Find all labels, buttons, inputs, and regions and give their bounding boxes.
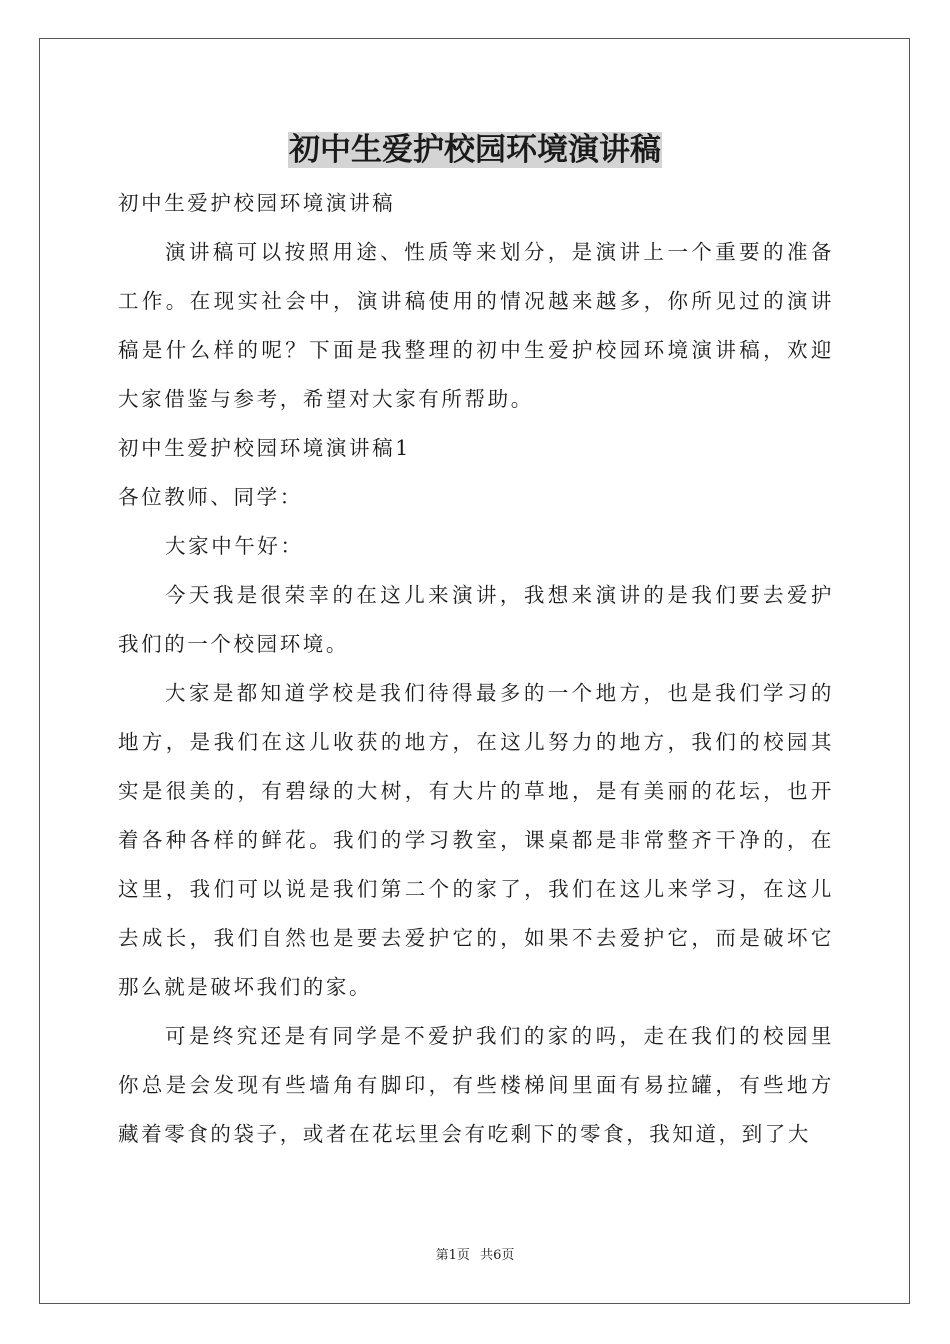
page-number: 第1页 [435,1248,470,1263]
paragraph-subtitle: 初中生爱护校园环境演讲稿 [118,191,396,215]
page-footer [0,1247,950,1265]
document-title-text: 初中生爱护校园环境演讲稿 [289,132,661,168]
paragraph-intro: 演讲稿可以按照用途、性质等来划分，是演讲上一个重要的准备工作。在现实社会中，演讲稿使用的情况越来越多，你所见过的演讲稿是什么样的呢？下面是我整理的初中生爱护校园环境演讲稿，欢迎大家借鉴与参考，希望对大家有所帮助。 [118,240,834,411]
paragraph-section-heading: 初中生爱护校园环境演讲稿1 [118,436,411,460]
document-body [118,179,834,1159]
paragraph-body-1: 今天我是很荣幸的在这儿来演讲，我想来演讲的是我们要去爱护我们的一个校园环境。 [118,583,834,656]
paragraph-salutation: 各位教师、同学： [118,485,303,509]
paragraph-body-2: 大家是都知道学校是我们待得最多的一个地方，也是我们学习的地方，是我们在这儿收获的地方，在这儿努力的地方，我们的校园其实是很美的，有碧绿的大树，有大片的草地，是有美丽的花坛，也开着各种各样的鲜花。我们的学习教室，课桌都是非常整齐干净的，在这里，我们可以说是我们第二个的家了，我们在这儿来学习，在这儿去成长，我们自然也是要去爱护它的，如果不去爱护它，而是破坏它那么就是破坏我们的家。 [118,681,834,999]
page-total: 共6页 [480,1248,515,1263]
paragraph-body-3: 可是终究还是有同学是不爱护我们的家的吗，走在我们的校园里你总是会发现有些墙角有脚印，有些楼梯间里面有易拉罐，有些地方藏着零食的袋子，或者在花坛里会有吃剩下的零食，我知道，到了大 [118,1024,834,1146]
document-title [0,128,950,172]
paragraph-greeting: 大家中午好： [165,534,304,558]
